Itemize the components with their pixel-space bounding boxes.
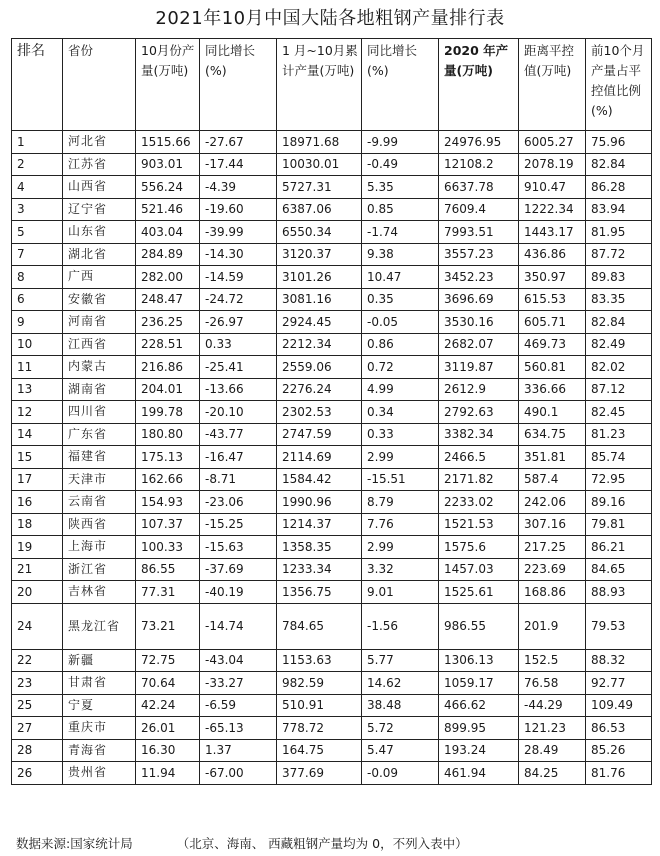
ratio-cell: 81.76 <box>586 762 652 785</box>
yoy-cum-cell: 38.48 <box>362 694 439 717</box>
ratio-cell: 86.21 <box>586 536 652 559</box>
oct-output-cell: 107.37 <box>136 513 200 536</box>
jan-oct-cell: 778.72 <box>277 717 362 740</box>
yoy-cum-cell: -9.99 <box>362 131 439 154</box>
output-2020-cell: 986.55 <box>439 603 519 649</box>
gap-cell: 152.5 <box>519 649 586 672</box>
province-cell: 上海市 <box>63 536 136 559</box>
oct-output-cell: 1515.66 <box>136 131 200 154</box>
output-2020-cell: 2233.02 <box>439 491 519 514</box>
table-row <box>12 717 652 740</box>
yoy-oct-cell: -67.00 <box>200 762 277 785</box>
oct-output-cell: 199.78 <box>136 401 200 424</box>
yoy-cum-cell: 5.47 <box>362 739 439 762</box>
gap-cell: 2078.19 <box>519 153 586 176</box>
jan-oct-cell: 1356.75 <box>277 581 362 604</box>
gap-cell: 336.66 <box>519 378 586 401</box>
output-2020-cell: 2792.63 <box>439 401 519 424</box>
table-row <box>12 266 652 289</box>
gap-cell: 1443.17 <box>519 221 586 244</box>
rank-cell: 19 <box>12 536 63 559</box>
table-row <box>12 378 652 401</box>
rank-cell: 26 <box>12 762 63 785</box>
province-cell: 内蒙古 <box>63 356 136 379</box>
yoy-oct-cell: -15.63 <box>200 536 277 559</box>
yoy-cum-cell: 9.38 <box>362 243 439 266</box>
province-cell: 天津市 <box>63 468 136 491</box>
table-row <box>12 243 652 266</box>
table-row <box>12 581 652 604</box>
data-source: 数据来源:国家统计局 <box>16 836 133 851</box>
yoy-oct-cell: 0.33 <box>200 333 277 356</box>
gap-cell: 350.97 <box>519 266 586 289</box>
oct-output-cell: 556.24 <box>136 176 200 199</box>
oct-output-cell: 86.55 <box>136 558 200 581</box>
output-2020-cell: 7609.4 <box>439 198 519 221</box>
jan-oct-cell: 3120.37 <box>277 243 362 266</box>
output-2020-cell: 12108.2 <box>439 153 519 176</box>
province-cell: 广西 <box>63 266 136 289</box>
table-row <box>12 513 652 536</box>
ratio-cell: 79.53 <box>586 603 652 649</box>
yoy-cum-cell: -1.56 <box>362 603 439 649</box>
yoy-oct-cell: -15.25 <box>200 513 277 536</box>
table-row <box>12 762 652 785</box>
table-row <box>12 672 652 695</box>
jan-oct-cell: 1584.42 <box>277 468 362 491</box>
yoy-cum-cell: 0.86 <box>362 333 439 356</box>
oct-output-cell: 521.46 <box>136 198 200 221</box>
yoy-oct-cell: -23.06 <box>200 491 277 514</box>
yoy-cum-cell: 14.62 <box>362 672 439 695</box>
ratio-cell: 86.28 <box>586 176 652 199</box>
gap-cell: 1222.34 <box>519 198 586 221</box>
jan-oct-cell: 164.75 <box>277 739 362 762</box>
ratio-cell: 82.84 <box>586 153 652 176</box>
footer <box>16 834 468 852</box>
oct-output-cell: 26.01 <box>136 717 200 740</box>
yoy-oct-cell: -14.30 <box>200 243 277 266</box>
yoy-cum-cell: 9.01 <box>362 581 439 604</box>
table-row <box>12 153 652 176</box>
yoy-cum-cell: 2.99 <box>362 536 439 559</box>
header-ratio: 前10个月产量占平控值比例(%) <box>586 39 652 131</box>
ratio-cell: 92.77 <box>586 672 652 695</box>
province-cell: 黑龙江省 <box>63 603 136 649</box>
yoy-oct-cell: -27.67 <box>200 131 277 154</box>
yoy-oct-cell: -8.71 <box>200 468 277 491</box>
gap-cell: 560.81 <box>519 356 586 379</box>
yoy-cum-cell: 5.35 <box>362 176 439 199</box>
oct-output-cell: 162.66 <box>136 468 200 491</box>
table-row <box>12 333 652 356</box>
rank-cell: 8 <box>12 266 63 289</box>
oct-output-cell: 100.33 <box>136 536 200 559</box>
ratio-cell: 84.65 <box>586 558 652 581</box>
gap-cell: 201.9 <box>519 603 586 649</box>
header-oct-output: 10月份产 量(万吨) <box>136 39 200 131</box>
oct-output-cell: 11.94 <box>136 762 200 785</box>
oct-output-cell: 403.04 <box>136 221 200 244</box>
page-title: 2021年10月中国大陆各地粗钢产量排行表 <box>155 8 505 29</box>
oct-output-cell: 70.64 <box>136 672 200 695</box>
yoy-cum-cell: 5.72 <box>362 717 439 740</box>
jan-oct-cell: 3081.16 <box>277 288 362 311</box>
table-row <box>12 603 652 649</box>
gap-cell: 910.47 <box>519 176 586 199</box>
gap-cell: 490.1 <box>519 401 586 424</box>
rank-cell: 28 <box>12 739 63 762</box>
yoy-cum-cell: 0.34 <box>362 401 439 424</box>
province-cell: 山东省 <box>63 221 136 244</box>
jan-oct-cell: 784.65 <box>277 603 362 649</box>
rank-cell: 10 <box>12 333 63 356</box>
yoy-oct-cell: -33.27 <box>200 672 277 695</box>
rank-cell: 5 <box>12 221 63 244</box>
jan-oct-cell: 2747.59 <box>277 423 362 446</box>
jan-oct-cell: 2276.24 <box>277 378 362 401</box>
province-cell: 河北省 <box>63 131 136 154</box>
yoy-cum-cell: -0.09 <box>362 762 439 785</box>
table-row <box>12 401 652 424</box>
rank-cell: 11 <box>12 356 63 379</box>
output-2020-cell: 3557.23 <box>439 243 519 266</box>
table-row <box>12 198 652 221</box>
output-2020-cell: 193.24 <box>439 739 519 762</box>
table-row <box>12 176 652 199</box>
province-cell: 贵州省 <box>63 762 136 785</box>
output-2020-cell: 461.94 <box>439 762 519 785</box>
ratio-cell: 82.02 <box>586 356 652 379</box>
gap-cell: 28.49 <box>519 739 586 762</box>
gap-cell: 6005.27 <box>519 131 586 154</box>
jan-oct-cell: 10030.01 <box>277 153 362 176</box>
output-2020-cell: 1059.17 <box>439 672 519 695</box>
rank-cell: 18 <box>12 513 63 536</box>
yoy-oct-cell: -40.19 <box>200 581 277 604</box>
output-2020-cell: 1521.53 <box>439 513 519 536</box>
rank-cell: 20 <box>12 581 63 604</box>
yoy-oct-cell: -20.10 <box>200 401 277 424</box>
province-cell: 吉林省 <box>63 581 136 604</box>
province-cell: 江西省 <box>63 333 136 356</box>
ratio-cell: 72.95 <box>586 468 652 491</box>
steel-output-table <box>11 38 652 785</box>
output-2020-cell: 2171.82 <box>439 468 519 491</box>
ratio-cell: 86.53 <box>586 717 652 740</box>
province-cell: 辽宁省 <box>63 198 136 221</box>
rank-cell: 4 <box>12 176 63 199</box>
gap-cell: 84.25 <box>519 762 586 785</box>
header-rank: 排名 <box>12 39 63 131</box>
yoy-oct-cell: 1.37 <box>200 739 277 762</box>
oct-output-cell: 77.31 <box>136 581 200 604</box>
yoy-oct-cell: -65.13 <box>200 717 277 740</box>
yoy-oct-cell: -14.74 <box>200 603 277 649</box>
province-cell: 江苏省 <box>63 153 136 176</box>
jan-oct-cell: 2114.69 <box>277 446 362 469</box>
output-2020-cell: 1525.61 <box>439 581 519 604</box>
province-cell: 山西省 <box>63 176 136 199</box>
jan-oct-cell: 6387.06 <box>277 198 362 221</box>
ratio-cell: 81.95 <box>586 221 652 244</box>
gap-cell: 242.06 <box>519 491 586 514</box>
footer-note: （北京、海南、 西藏粗钢产量均为 0，不列入表中） <box>176 836 468 851</box>
gap-cell: 605.71 <box>519 311 586 334</box>
table-row <box>12 131 652 154</box>
yoy-oct-cell: -16.47 <box>200 446 277 469</box>
output-2020-cell: 3452.23 <box>439 266 519 289</box>
jan-oct-cell: 2212.34 <box>277 333 362 356</box>
jan-oct-cell: 1233.34 <box>277 558 362 581</box>
jan-oct-cell: 1153.63 <box>277 649 362 672</box>
yoy-cum-cell: 0.72 <box>362 356 439 379</box>
ratio-cell: 83.94 <box>586 198 652 221</box>
output-2020-cell: 6637.78 <box>439 176 519 199</box>
yoy-cum-cell: -0.05 <box>362 311 439 334</box>
ratio-cell: 109.49 <box>586 694 652 717</box>
oct-output-cell: 175.13 <box>136 446 200 469</box>
gap-cell: 587.4 <box>519 468 586 491</box>
yoy-cum-cell: 10.47 <box>362 266 439 289</box>
jan-oct-cell: 18971.68 <box>277 131 362 154</box>
yoy-cum-cell: 0.35 <box>362 288 439 311</box>
oct-output-cell: 284.89 <box>136 243 200 266</box>
jan-oct-cell: 1990.96 <box>277 491 362 514</box>
jan-oct-cell: 2302.53 <box>277 401 362 424</box>
jan-oct-cell: 377.69 <box>277 762 362 785</box>
ratio-cell: 87.12 <box>586 378 652 401</box>
oct-output-cell: 236.25 <box>136 311 200 334</box>
rank-cell: 3 <box>12 198 63 221</box>
output-2020-cell: 899.95 <box>439 717 519 740</box>
header-gap: 距离平控值(万吨) <box>519 39 586 131</box>
province-cell: 青海省 <box>63 739 136 762</box>
gap-cell: 223.69 <box>519 558 586 581</box>
yoy-cum-cell: 2.99 <box>362 446 439 469</box>
gap-cell: 351.81 <box>519 446 586 469</box>
gap-cell: 217.25 <box>519 536 586 559</box>
rank-cell: 22 <box>12 649 63 672</box>
gap-cell: 307.16 <box>519 513 586 536</box>
yoy-oct-cell: -25.41 <box>200 356 277 379</box>
oct-output-cell: 73.21 <box>136 603 200 649</box>
jan-oct-cell: 6550.34 <box>277 221 362 244</box>
rank-cell: 7 <box>12 243 63 266</box>
jan-oct-cell: 2559.06 <box>277 356 362 379</box>
table-row <box>12 694 652 717</box>
yoy-cum-cell: 0.85 <box>362 198 439 221</box>
ratio-cell: 85.74 <box>586 446 652 469</box>
yoy-oct-cell: -43.77 <box>200 423 277 446</box>
province-cell: 云南省 <box>63 491 136 514</box>
province-cell: 广东省 <box>63 423 136 446</box>
gap-cell: 615.53 <box>519 288 586 311</box>
rank-cell: 21 <box>12 558 63 581</box>
table-row <box>12 649 652 672</box>
header-yoy-cum: 同比增长(%) <box>362 39 439 131</box>
table-row <box>12 446 652 469</box>
rank-cell: 25 <box>12 694 63 717</box>
gap-cell: 634.75 <box>519 423 586 446</box>
province-cell: 甘肃省 <box>63 672 136 695</box>
ratio-cell: 75.96 <box>586 131 652 154</box>
oct-output-cell: 16.30 <box>136 739 200 762</box>
rank-cell: 14 <box>12 423 63 446</box>
yoy-cum-cell: 8.79 <box>362 491 439 514</box>
ratio-cell: 82.49 <box>586 333 652 356</box>
rank-cell: 12 <box>12 401 63 424</box>
yoy-cum-cell: -0.49 <box>362 153 439 176</box>
ratio-cell: 82.45 <box>586 401 652 424</box>
jan-oct-cell: 982.59 <box>277 672 362 695</box>
header-row <box>12 39 652 131</box>
oct-output-cell: 228.51 <box>136 333 200 356</box>
output-2020-cell: 7993.51 <box>439 221 519 244</box>
output-2020-cell: 2466.5 <box>439 446 519 469</box>
output-2020-cell: 24976.95 <box>439 131 519 154</box>
jan-oct-cell: 510.91 <box>277 694 362 717</box>
header-province: 省份 <box>63 39 136 131</box>
ratio-cell: 79.81 <box>586 513 652 536</box>
yoy-cum-cell: 5.77 <box>362 649 439 672</box>
header-yoy-oct: 同比增长(%) <box>200 39 277 131</box>
gap-cell: 469.73 <box>519 333 586 356</box>
province-cell: 安徽省 <box>63 288 136 311</box>
yoy-oct-cell: -6.59 <box>200 694 277 717</box>
province-cell: 宁夏 <box>63 694 136 717</box>
output-2020-cell: 466.62 <box>439 694 519 717</box>
output-2020-cell: 3119.87 <box>439 356 519 379</box>
output-2020-cell: 3382.34 <box>439 423 519 446</box>
table-row <box>12 536 652 559</box>
table-row <box>12 221 652 244</box>
output-2020-cell: 2682.07 <box>439 333 519 356</box>
oct-output-cell: 42.24 <box>136 694 200 717</box>
province-cell: 四川省 <box>63 401 136 424</box>
table-row <box>12 356 652 379</box>
oct-output-cell: 154.93 <box>136 491 200 514</box>
yoy-cum-cell: -15.51 <box>362 468 439 491</box>
header-jan-oct: 1 月~10月累计产量(万吨) <box>277 39 362 131</box>
yoy-oct-cell: -19.60 <box>200 198 277 221</box>
province-cell: 陕西省 <box>63 513 136 536</box>
province-cell: 浙江省 <box>63 558 136 581</box>
oct-output-cell: 204.01 <box>136 378 200 401</box>
rank-cell: 13 <box>12 378 63 401</box>
ratio-cell: 85.26 <box>586 739 652 762</box>
output-2020-cell: 1457.03 <box>439 558 519 581</box>
output-2020-cell: 2612.9 <box>439 378 519 401</box>
yoy-cum-cell: 3.32 <box>362 558 439 581</box>
rank-cell: 24 <box>12 603 63 649</box>
yoy-oct-cell: -17.44 <box>200 153 277 176</box>
ratio-cell: 87.72 <box>586 243 652 266</box>
yoy-oct-cell: -14.59 <box>200 266 277 289</box>
province-cell: 湖南省 <box>63 378 136 401</box>
table-row <box>12 558 652 581</box>
gap-cell: -44.29 <box>519 694 586 717</box>
yoy-cum-cell: 7.76 <box>362 513 439 536</box>
province-cell: 福建省 <box>63 446 136 469</box>
ratio-cell: 88.93 <box>586 581 652 604</box>
table-row <box>12 288 652 311</box>
ratio-cell: 88.32 <box>586 649 652 672</box>
jan-oct-cell: 2924.45 <box>277 311 362 334</box>
rank-cell: 6 <box>12 288 63 311</box>
output-2020-cell: 1306.13 <box>439 649 519 672</box>
province-cell: 湖北省 <box>63 243 136 266</box>
jan-oct-cell: 1214.37 <box>277 513 362 536</box>
yoy-oct-cell: -24.72 <box>200 288 277 311</box>
province-cell: 新疆 <box>63 649 136 672</box>
header-2020-output: 2020 年产量(万吨) <box>439 39 519 131</box>
output-2020-cell: 1575.6 <box>439 536 519 559</box>
ratio-cell: 82.84 <box>586 311 652 334</box>
rank-cell: 17 <box>12 468 63 491</box>
rank-cell: 15 <box>12 446 63 469</box>
rank-cell: 2 <box>12 153 63 176</box>
oct-output-cell: 216.86 <box>136 356 200 379</box>
table-row <box>12 739 652 762</box>
yoy-oct-cell: -39.99 <box>200 221 277 244</box>
table-row <box>12 311 652 334</box>
rank-cell: 23 <box>12 672 63 695</box>
oct-output-cell: 180.80 <box>136 423 200 446</box>
gap-cell: 76.58 <box>519 672 586 695</box>
rank-cell: 1 <box>12 131 63 154</box>
province-cell: 重庆市 <box>63 717 136 740</box>
output-2020-cell: 3530.16 <box>439 311 519 334</box>
yoy-cum-cell: -1.74 <box>362 221 439 244</box>
ratio-cell: 83.35 <box>586 288 652 311</box>
yoy-cum-cell: 0.33 <box>362 423 439 446</box>
yoy-oct-cell: -37.69 <box>200 558 277 581</box>
province-cell: 河南省 <box>63 311 136 334</box>
jan-oct-cell: 3101.26 <box>277 266 362 289</box>
yoy-oct-cell: -4.39 <box>200 176 277 199</box>
gap-cell: 168.86 <box>519 581 586 604</box>
ratio-cell: 81.23 <box>586 423 652 446</box>
jan-oct-cell: 5727.31 <box>277 176 362 199</box>
output-2020-cell: 3696.69 <box>439 288 519 311</box>
yoy-oct-cell: -26.97 <box>200 311 277 334</box>
oct-output-cell: 248.47 <box>136 288 200 311</box>
gap-cell: 121.23 <box>519 717 586 740</box>
yoy-oct-cell: -13.66 <box>200 378 277 401</box>
oct-output-cell: 903.01 <box>136 153 200 176</box>
jan-oct-cell: 1358.35 <box>277 536 362 559</box>
table-row <box>12 468 652 491</box>
oct-output-cell: 282.00 <box>136 266 200 289</box>
ratio-cell: 89.16 <box>586 491 652 514</box>
rank-cell: 27 <box>12 717 63 740</box>
oct-output-cell: 72.75 <box>136 649 200 672</box>
rank-cell: 16 <box>12 491 63 514</box>
gap-cell: 436.86 <box>519 243 586 266</box>
yoy-cum-cell: 4.99 <box>362 378 439 401</box>
rank-cell: 9 <box>12 311 63 334</box>
table-row <box>12 491 652 514</box>
yoy-oct-cell: -43.04 <box>200 649 277 672</box>
ratio-cell: 89.83 <box>586 266 652 289</box>
table-row <box>12 423 652 446</box>
